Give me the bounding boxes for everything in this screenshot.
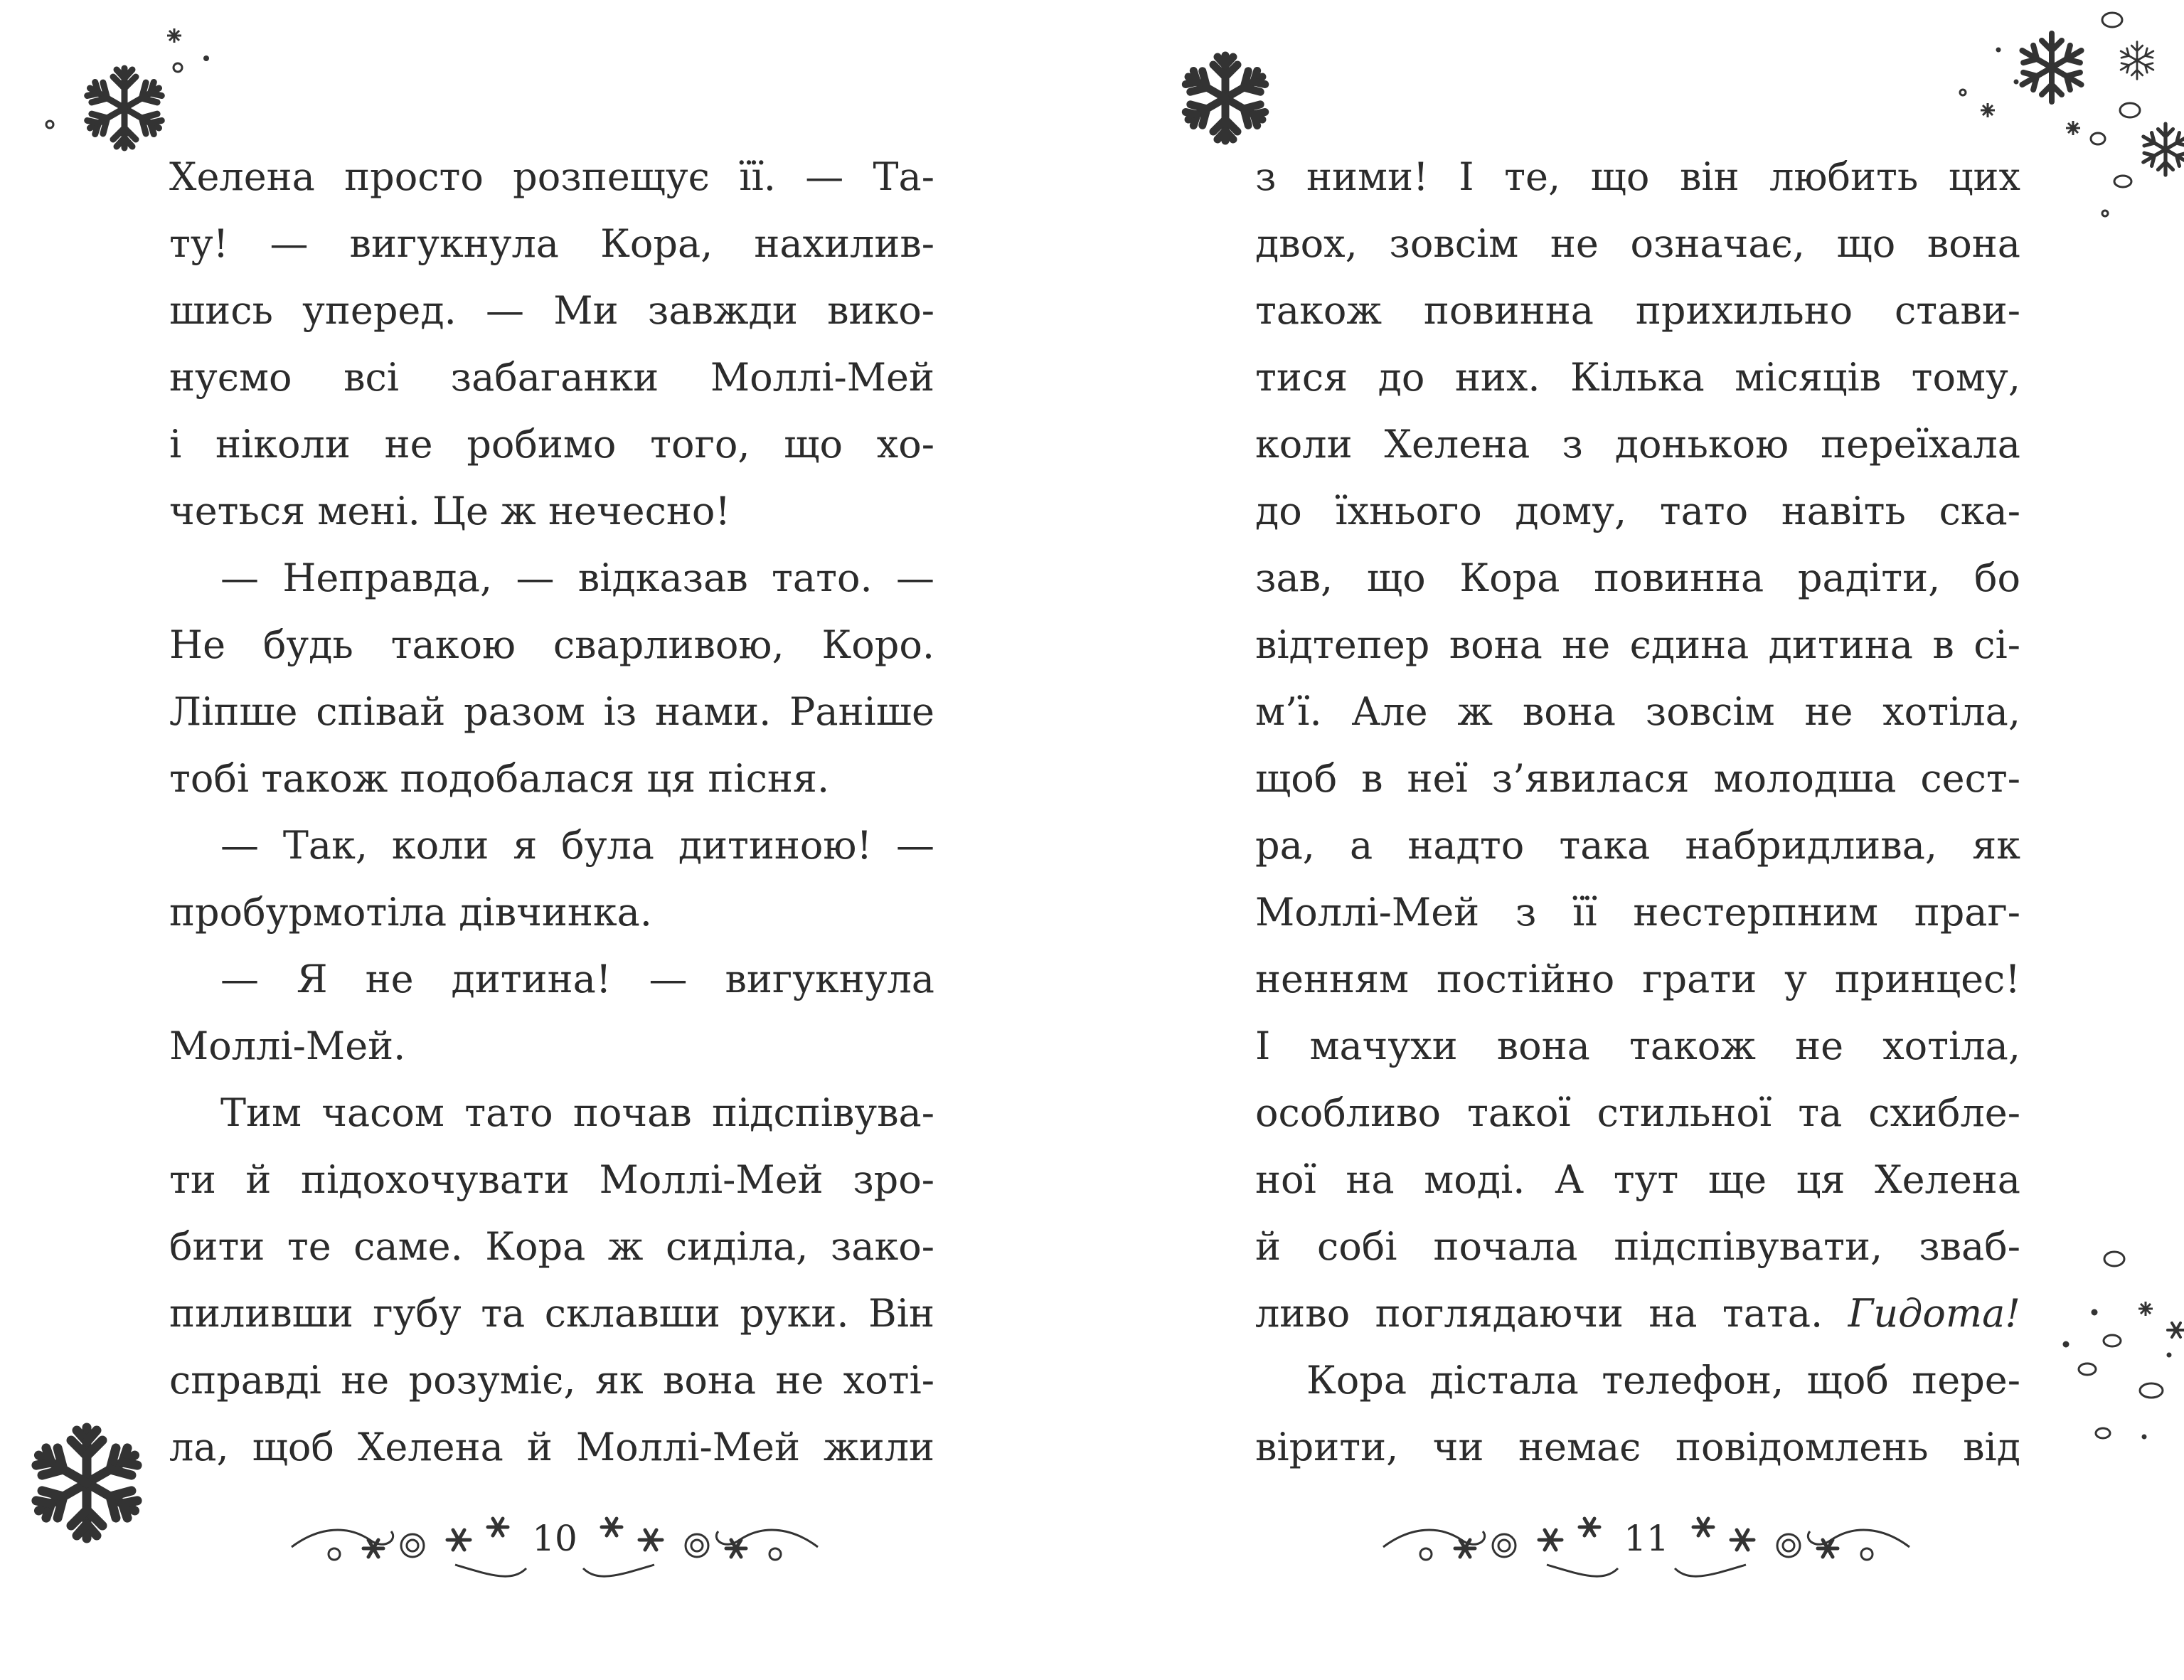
snowflake-cluster-right-middle (2045, 1238, 2184, 1451)
dot-icon (46, 121, 53, 128)
text-line: з ними! І те, що він любить цих (1255, 154, 2020, 199)
text-line: Моллі-Мей з її нестерпним праг- (1255, 890, 2020, 935)
text-line: відтепер вона не єдина дитина в сі- (1255, 622, 2020, 667)
text-line: Кора дістала телефон, щоб пере- (1306, 1358, 2020, 1403)
snowflake-top-right-page (1170, 43, 1284, 156)
text-line: ненням постійно грати у принцес! (1255, 957, 2020, 1001)
text-line: справді не розуміє, як вона не хоті- (169, 1358, 934, 1403)
text-line: також повинна прихильно стави- (1255, 288, 2020, 333)
text-line: зав, що Кора повинна радіти, бо (1255, 555, 2020, 600)
star-icon (2138, 1302, 2153, 1316)
text-line: особливо такої стильної та схибле- (1255, 1090, 2020, 1135)
left-page-text (169, 144, 934, 1481)
text-line: коли Хелена з донькою переїхала (1255, 422, 2020, 467)
rose-petal-icon (2079, 1252, 2163, 1438)
text-line (1255, 1280, 2020, 1347)
star-icon (167, 28, 181, 43)
text-line: нуємо всі забаганки Моллі-Мей (169, 355, 934, 400)
text-line: І мачухи вона також не хотіла, (1255, 1024, 2020, 1068)
right-page-text (1255, 144, 2020, 1481)
text-line: Ліпше співай разом із нами. Раніше (169, 689, 934, 734)
text-line: ної на моді. А тут ще ця Хелена (1255, 1157, 2020, 1202)
text-line: щоб в неї з’явилася молодша сест- (1255, 756, 2020, 801)
right-page (1092, 0, 2184, 1680)
text-line: Не будь такою сварливою, Коро. (169, 622, 934, 667)
text-line: і ніколи не робимо того, що хо- (169, 422, 934, 467)
text-line: ту! — вигукнула Кора, нахилив- (169, 221, 934, 266)
snowflake-icon (85, 68, 165, 148)
text-line: до їхнього дому, тато навіть ска- (1255, 489, 2020, 533)
snowflake-icon (2168, 1323, 2184, 1337)
text-line: пробурмотіла дівчинка. (169, 890, 652, 935)
star-icon (2066, 121, 2080, 135)
text-line: вірити, чи немає повідомлень від (1255, 1425, 2020, 1469)
page-footer-ornament (277, 1497, 832, 1590)
snowflake-icon (31, 1428, 142, 1538)
dot-icon (203, 55, 209, 61)
star-icon (1981, 103, 1995, 117)
text-line: ти й підохочувати Моллі-Мей зро- (169, 1157, 934, 1202)
italic-word: Гидота! (1848, 1291, 2020, 1336)
text-line: ра, а надто така набридлива, як (1255, 823, 2020, 868)
text-line: — Неправда, — відказав тато. — (220, 555, 934, 600)
page-number: 11 (1624, 1518, 1669, 1559)
text-line: Моллі-Мей. (169, 1024, 406, 1068)
text-line: пиливши губу та склавши руки. Він (169, 1291, 934, 1336)
text-line-part: ливо поглядаючи на тата. (1255, 1291, 1823, 1336)
text-line: й собі почала підспівувати, зваб- (1255, 1224, 2020, 1269)
text-line: шись уперед. — Ми завжди вико- (169, 288, 934, 333)
snowflake-icon (1183, 55, 1269, 141)
text-line: Тим часом тато почав підспівува- (220, 1090, 934, 1135)
text-line: тися до них. Кілька місяців тому, (1255, 355, 2020, 400)
text-line: двох, зовсім не означає, що вона (1255, 221, 2020, 266)
snowflake-icon (2017, 33, 2086, 102)
snowflake-icon (2118, 42, 2156, 80)
dot-icon (174, 63, 182, 72)
rose-petal-icon (2091, 13, 2140, 187)
text-line: бити те саме. Кора ж сиділа, зако- (169, 1224, 934, 1269)
snowflake-icon (2140, 124, 2184, 175)
text-line: — Я не дитина! — вигукнула (220, 957, 934, 1001)
page-footer-ornament (1369, 1497, 1924, 1590)
text-line: Хелена просто розпещує її. — Та- (169, 154, 934, 199)
text-line: м’ї. Але ж вона зовсім не хотіла, (1255, 689, 2020, 734)
text-line: ла, щоб Хелена й Моллі-Мей жили (169, 1425, 934, 1469)
text-line: четься мені. Це ж нечесно! (169, 489, 731, 533)
text-line: — Так, коли я була дитиною! — (220, 823, 934, 868)
text-line: тобі також подобалася ця пісня. (169, 756, 830, 801)
snowflake-bottom-left (21, 1415, 164, 1558)
snowflake-cluster-top-left (28, 21, 242, 164)
page-number: 10 (532, 1518, 577, 1559)
